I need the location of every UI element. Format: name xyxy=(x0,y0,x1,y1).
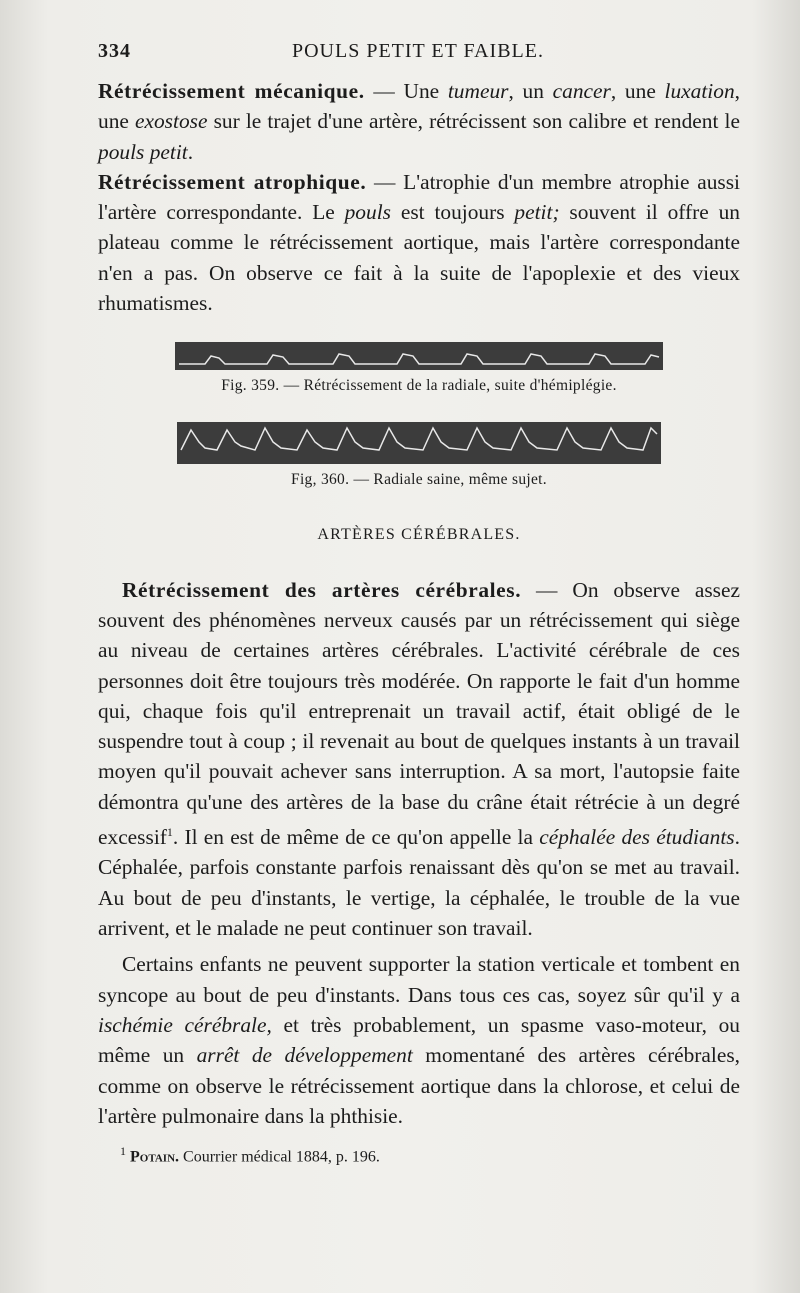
text-run: souvent il offre un plateau comme le rétrécissement aortique, mais l'artère correspondante n'en a pas. On observe ce fait à la suite de l'apoplexie et des vieux rhumatismes. xyxy=(98,200,740,316)
paragraph-atrophic-narrowing xyxy=(98,167,740,318)
text-run: — Une xyxy=(364,79,448,103)
text-run: . Céphalée, parfois constante parfois renaissant dès qu'on se met au travail. Au bout de peu d'instants, le vertige, la céphalée, le trouble de la vue arrivent, et le malade ne peut continuer son travail. xyxy=(98,825,740,941)
rubric: Rétrécissement atrophique. xyxy=(98,169,367,194)
italic-term: cancer xyxy=(552,79,611,103)
text-run: . Il en est de même de ce qu'on appelle la xyxy=(172,825,540,850)
paragraph-mechanical-narrowing xyxy=(98,76,740,167)
paragraph-children-syncope xyxy=(98,949,740,1131)
text-run: et très probablement, un spasme vaso-moteur, ou même un xyxy=(98,1012,740,1068)
footnote-number: 1 xyxy=(120,1144,126,1159)
italic-term: ischémie cérébrale, xyxy=(98,1012,272,1037)
pulse-trace-narrowed-radial xyxy=(175,342,663,370)
italic-term: exostose xyxy=(135,109,208,134)
text-run: , un xyxy=(508,79,553,103)
footnote xyxy=(98,1141,740,1167)
italic-term: céphalée des étudiants xyxy=(539,825,735,850)
running-title: POULS PETIT ET FAIBLE. xyxy=(291,40,544,62)
text-run: sur le trajet d'une artère, rétrécissent son calibre et rendent le xyxy=(207,109,740,134)
page-body xyxy=(98,76,740,1167)
italic-term: luxation xyxy=(664,79,735,103)
text-run: Certains enfants ne peuvent supporter la station verticale et tombent en syncope au bout de peu d'instants. Dans tous ces cas, soyez sûr qu'il y a xyxy=(98,952,740,1007)
figure-359 xyxy=(98,342,740,396)
pulse-trace-healthy-radial xyxy=(177,422,661,464)
footnote-marker: 1 xyxy=(166,825,173,840)
italic-term: tumeur xyxy=(447,79,509,103)
text-run: momentané des artères cérébrales, comme on observe le rétrécissement aortique dans la chlorose, et celui de l'artère pulmonaire dans la phthisie. xyxy=(98,1043,740,1128)
figure-360 xyxy=(98,422,740,490)
text-run: est toujours xyxy=(390,200,515,225)
rubric: Rétrécissement des artères cérébrales. xyxy=(122,577,522,602)
italic-term: pouls petit xyxy=(98,139,188,164)
page-number: 334 xyxy=(98,40,131,62)
footnote-text: Courrier médical 1884, p. 196. xyxy=(179,1148,380,1166)
italic-term: petit; xyxy=(514,200,560,225)
paragraph-cerebral-arteries xyxy=(98,575,740,944)
italic-term: arrêt de développement xyxy=(196,1043,413,1068)
footnote-author: Potain. xyxy=(130,1148,180,1166)
page-header xyxy=(98,40,738,70)
text-run: — On observe assez souvent des phénomènes nerveux causés par un rétrécissement qui siège au niveau de certaines artères cérébrales. L'activité cérébrale de ces personnes doit être toujours très modérée. On rapporte le fait d'un homme qui, chaque fois qu'il entreprenait un travail actif, était obligé de le suspendre tout à coup ; il revenait au bout de quelques instants à un travail moyen qu'il pouvait achever sans interruption. A sa mort, l'autopsie faite démontra qu'une des artères de la base du crâne était rétrécie à un degré excessif xyxy=(98,577,740,850)
text-run: — L'atrophie d'un membre atrophie aussi l'artère correspondante. Le xyxy=(98,169,740,225)
text-run: , une xyxy=(98,79,740,134)
rubric: Rétrécissement mécanique. xyxy=(98,79,365,103)
text-run: . xyxy=(187,139,194,164)
section-heading: ARTÈRES CÉRÉBRALES. xyxy=(317,526,521,544)
figure-359-caption: Fig. 359. — Rétrécissement de la radiale, suite d'hémiplégie. xyxy=(221,377,617,395)
italic-term: pouls xyxy=(344,200,391,225)
figure-360-caption: Fig, 360. — Radiale saine, même sujet. xyxy=(291,471,547,489)
text-run: , une xyxy=(610,79,665,103)
